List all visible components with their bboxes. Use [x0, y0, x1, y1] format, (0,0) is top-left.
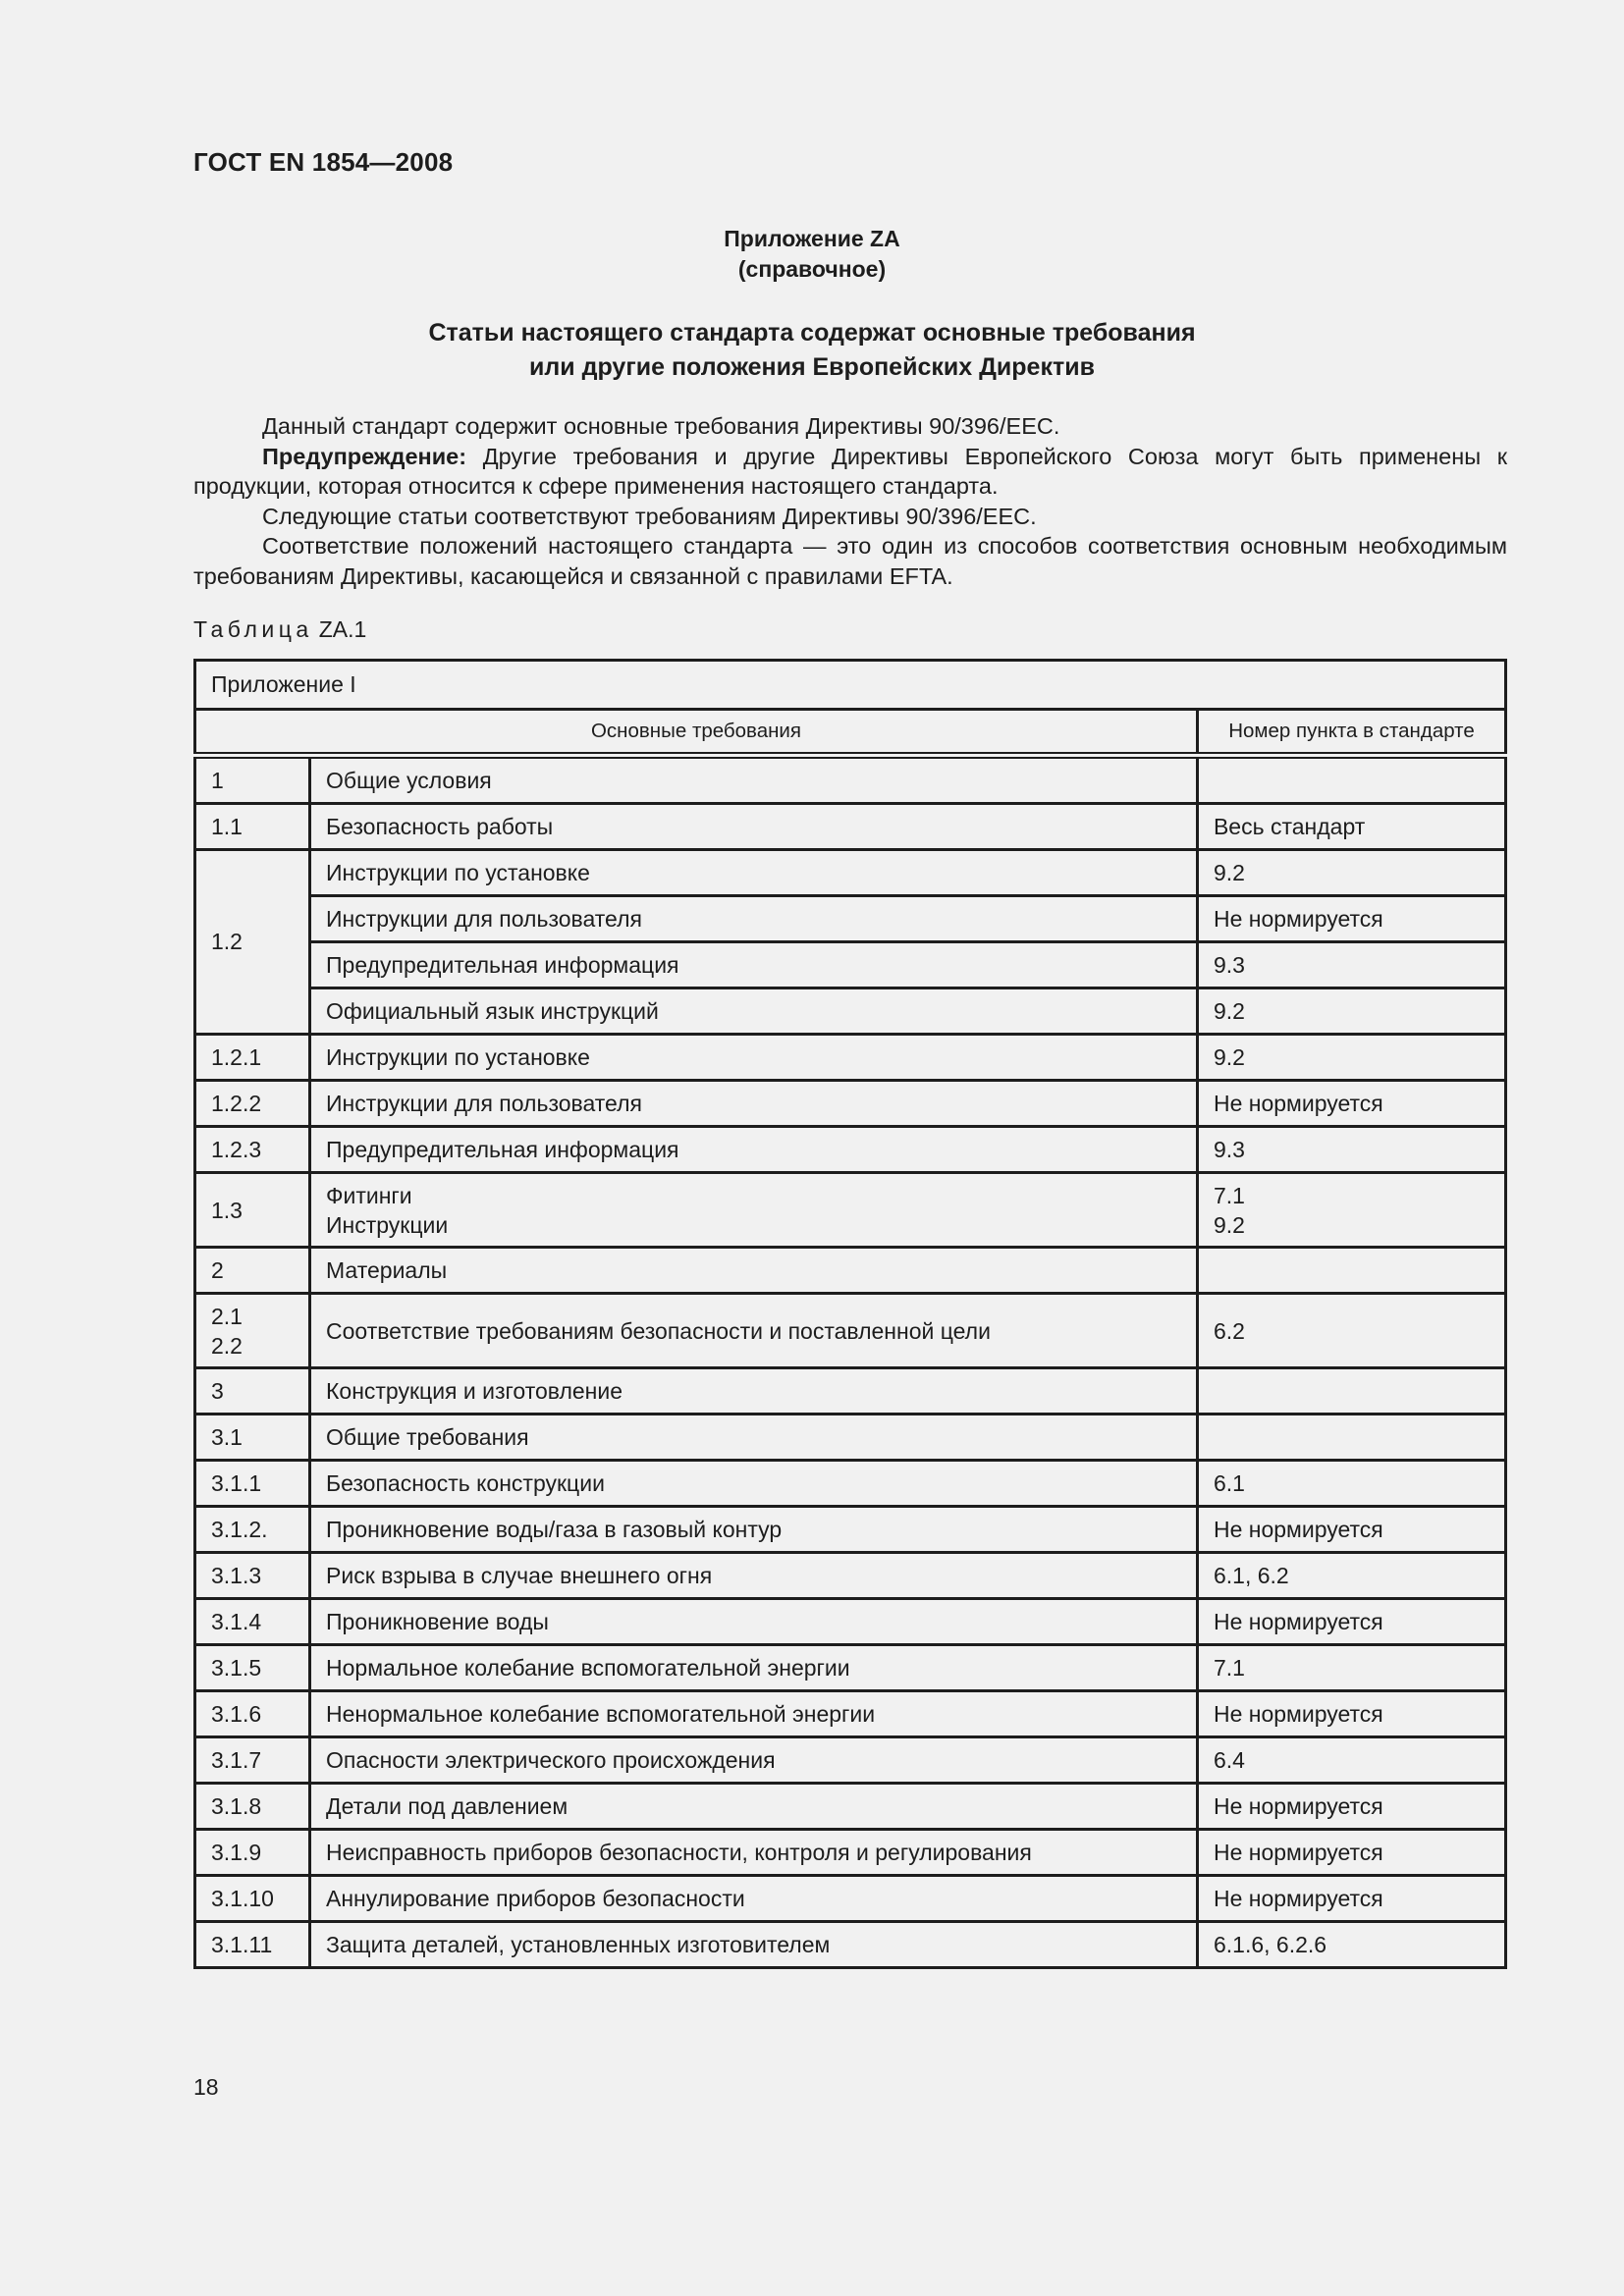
cell-clause: 9.2 [1197, 1035, 1505, 1081]
table-row [195, 942, 1506, 988]
table-row [195, 1876, 1506, 1922]
cell-num: 3.1 [195, 1415, 310, 1461]
cell-requirement: Риск взрыва в случае внешнего огня [310, 1553, 1198, 1599]
cell-num: 1.1 [195, 804, 310, 850]
table-row [195, 1784, 1506, 1830]
cell-clause: Весь стандарт [1197, 804, 1505, 850]
table-row [195, 1461, 1506, 1507]
cell-clause: 6.4 [1197, 1737, 1505, 1784]
cell-requirement: Предупредительная информация [310, 942, 1198, 988]
table-row [195, 1127, 1506, 1173]
cell-requirement [310, 1173, 1198, 1248]
cell-clause: 9.2 [1197, 988, 1505, 1035]
cell-num: 3.1.6 [195, 1691, 310, 1737]
page-number: 18 [193, 2074, 219, 2100]
cell-clause [1197, 756, 1505, 804]
table-header-row [195, 710, 1506, 756]
cell-requirement: Инструкции по установке [310, 850, 1198, 896]
cell-requirement: Неисправность приборов безопасности, контроля и регулирования [310, 1830, 1198, 1876]
cell-requirement: Инструкции для пользователя [310, 896, 1198, 942]
cell-requirement: Инструкции для пользователя [310, 1081, 1198, 1127]
table-row [195, 1737, 1506, 1784]
cell-num: 1.3 [195, 1173, 310, 1248]
header-clause: Номер пункта в стандарте [1197, 710, 1505, 756]
table-caption [193, 616, 366, 643]
cell-clause: Не нормируется [1197, 1691, 1505, 1737]
cell-num: 3.1.11 [195, 1922, 310, 1968]
cell-num: 3.1.10 [195, 1876, 310, 1922]
warning-text: Другие требования и другие Директивы Европейского Союза могут быть применены к продукции, которая относится к сфере применения настоящего стандарта. [193, 443, 1507, 499]
cell-requirement: Предупредительная информация [310, 1127, 1198, 1173]
paragraph-warning [193, 442, 1507, 502]
paragraph-4: Соответствие положений настоящего стандарта — это один из способов соответствия основным необходимым требованиям Директивы, касающейся и связанной с правилами EFTA. [193, 533, 1507, 589]
cell-clause: Не нормируется [1197, 1876, 1505, 1922]
annex-subtitle: (справочное) [737, 256, 887, 282]
table-row [195, 1507, 1506, 1553]
cell-requirement: Безопасность работы [310, 804, 1198, 850]
cell-num: 3.1.1 [195, 1461, 310, 1507]
clause-line-2: 9.2 [1213, 1211, 1245, 1238]
cell-requirement: Проникновение воды [310, 1599, 1198, 1645]
cell-clause [1197, 1173, 1505, 1248]
table-row [195, 896, 1506, 942]
cell-clause: Не нормируется [1197, 1784, 1505, 1830]
cell-num: 3.1.2. [195, 1507, 310, 1553]
cell-requirement: Материалы [310, 1248, 1198, 1294]
cell-clause: 6.2 [1197, 1294, 1505, 1368]
warning-label: Предупреждение: [262, 443, 467, 469]
cell-num: 1.2.2 [195, 1081, 310, 1127]
cell-clause: 6.1.6, 6.2.6 [1197, 1922, 1505, 1968]
requirement-line-2: Инструкции [326, 1211, 449, 1238]
table-row [195, 1081, 1506, 1127]
cell-requirement: Конструкция и изготовление [310, 1368, 1198, 1415]
table-row [195, 1645, 1506, 1691]
cell-clause: 9.3 [1197, 1127, 1505, 1173]
cell-requirement: Опасности электрического происхождения [310, 1737, 1198, 1784]
cell-requirement: Официальный язык инструкций [310, 988, 1198, 1035]
cell-num: 1.2.1 [195, 1035, 310, 1081]
section-title [0, 316, 1624, 385]
table-row [195, 988, 1506, 1035]
cell-requirement: Аннулирование приборов безопасности [310, 1876, 1198, 1922]
table-annex-row [195, 661, 1506, 710]
annex-label-cell: Приложение I [195, 661, 1506, 710]
cell-clause [1197, 1368, 1505, 1415]
requirements-table [193, 659, 1507, 1969]
cell-num [195, 1294, 310, 1368]
paragraph-1: Данный стандарт содержит основные требования Директивы 90/396/EEC. [262, 413, 1060, 439]
requirement-line-1: Фитинги [326, 1182, 412, 1208]
cell-clause: 9.2 [1197, 850, 1505, 896]
cell-num: 1 [195, 756, 310, 804]
table-row [195, 1415, 1506, 1461]
cell-clause: Не нормируется [1197, 1507, 1505, 1553]
cell-clause: 6.1 [1197, 1461, 1505, 1507]
table-row [195, 1553, 1506, 1599]
cell-requirement: Детали под давлением [310, 1784, 1198, 1830]
table-row [195, 1173, 1506, 1248]
cell-num: 3.1.4 [195, 1599, 310, 1645]
annex-heading [0, 224, 1624, 285]
cell-num: 2 [195, 1248, 310, 1294]
annex-title: Приложение ZA [724, 226, 900, 251]
cell-requirement: Общие требования [310, 1415, 1198, 1461]
table-row [195, 1294, 1506, 1368]
cell-requirement: Безопасность конструкции [310, 1461, 1198, 1507]
cell-clause: Не нормируется [1197, 1830, 1505, 1876]
num-line-2: 2.2 [211, 1332, 243, 1359]
cell-clause: Не нормируется [1197, 896, 1505, 942]
cell-clause: Не нормируется [1197, 1599, 1505, 1645]
table-row [195, 1691, 1506, 1737]
cell-requirement: Нормальное колебание вспомогательной энергии [310, 1645, 1198, 1691]
cell-num-merged: 1.2 [195, 850, 310, 1035]
cell-num: 3.1.5 [195, 1645, 310, 1691]
header-requirements: Основные требования [195, 710, 1198, 756]
cell-clause: 9.3 [1197, 942, 1505, 988]
cell-clause: 7.1 [1197, 1645, 1505, 1691]
table-caption-id: ZA.1 [318, 616, 367, 642]
num-line-1: 2.1 [211, 1303, 243, 1329]
cell-num: 3.1.8 [195, 1784, 310, 1830]
table-row [195, 850, 1506, 896]
table-row [195, 1035, 1506, 1081]
cell-requirement: Соответствие требованиям безопасности и поставленной цели [310, 1294, 1198, 1368]
cell-num: 3.1.3 [195, 1553, 310, 1599]
table-caption-word: Таблица [193, 616, 313, 642]
cell-clause [1197, 1415, 1505, 1461]
section-title-line-2: или другие положения Европейских Директив [529, 353, 1095, 381]
clause-line-1: 7.1 [1213, 1182, 1245, 1208]
cell-num: 1.2.3 [195, 1127, 310, 1173]
cell-requirement: Инструкции по установке [310, 1035, 1198, 1081]
cell-requirement: Общие условия [310, 756, 1198, 804]
cell-num: 3 [195, 1368, 310, 1415]
cell-requirement: Защита деталей, установленных изготовителем [310, 1922, 1198, 1968]
cell-requirement: Проникновение воды/газа в газовый контур [310, 1507, 1198, 1553]
table-row [195, 1368, 1506, 1415]
cell-clause [1197, 1248, 1505, 1294]
table-row [195, 1830, 1506, 1876]
cell-num: 3.1.9 [195, 1830, 310, 1876]
paragraph-3: Следующие статьи соответствуют требованиям Директивы 90/396/EEC. [262, 503, 1037, 529]
table-row [195, 1922, 1506, 1968]
intro-text [193, 411, 1507, 591]
cell-num: 3.1.7 [195, 1737, 310, 1784]
table-row [195, 1599, 1506, 1645]
table-row [195, 1248, 1506, 1294]
table-row [195, 756, 1506, 804]
cell-clause: Не нормируется [1197, 1081, 1505, 1127]
table-row [195, 804, 1506, 850]
section-title-line-1: Статьи настоящего стандарта содержат основные требования [428, 319, 1196, 347]
cell-requirement: Ненормальное колебание вспомогательной энергии [310, 1691, 1198, 1737]
cell-clause: 6.1, 6.2 [1197, 1553, 1505, 1599]
document-code: ГОСТ EN 1854—2008 [193, 147, 454, 177]
